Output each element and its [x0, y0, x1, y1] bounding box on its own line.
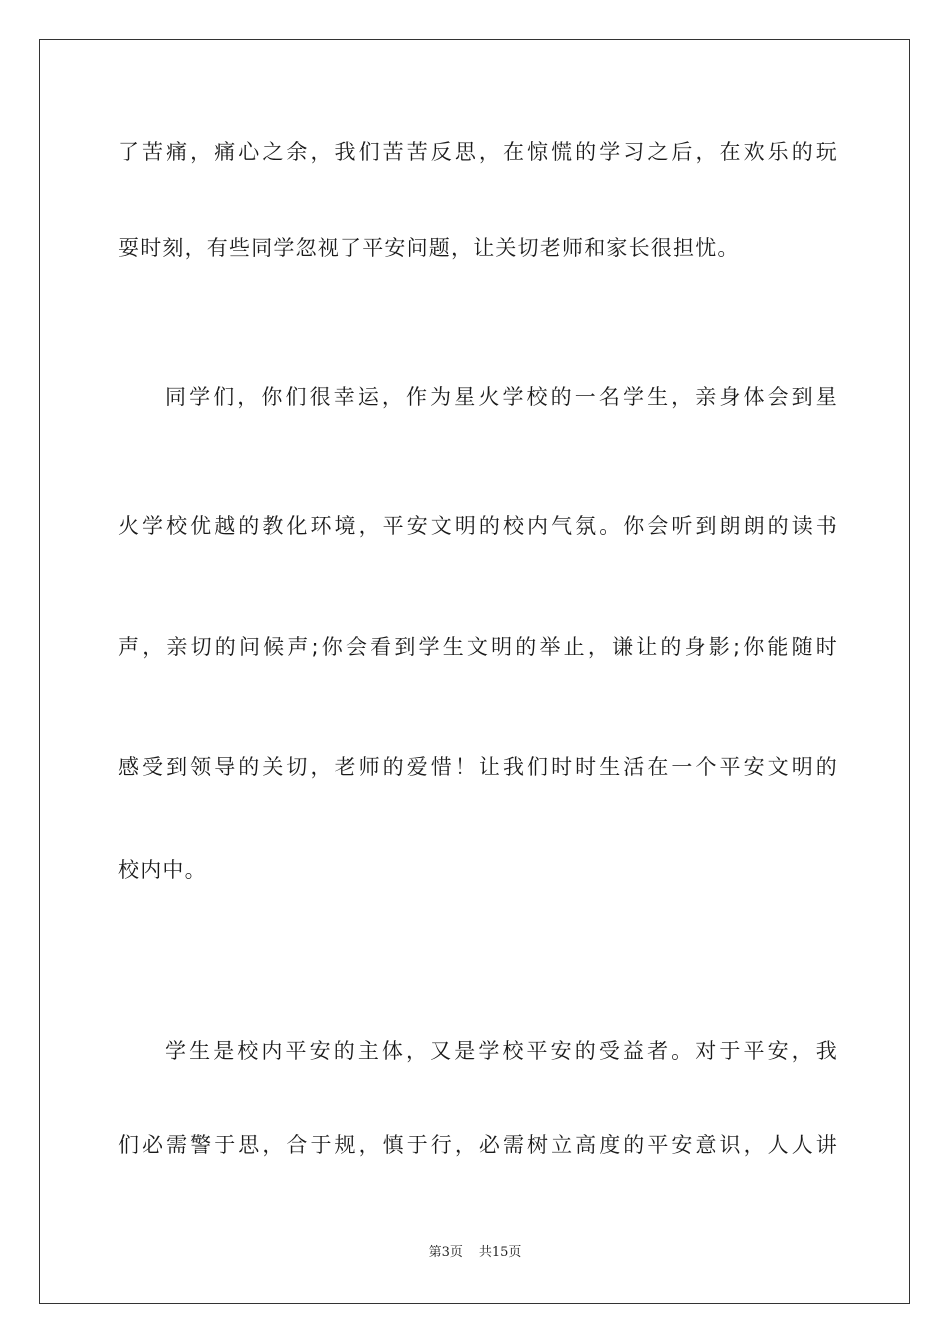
- text-line: 感受到领导的关切，老师的爱惜！让我们时时生活在一个平安文明的: [118, 755, 838, 779]
- text-line: 声，亲切的问候声;你会看到学生文明的举止，谦让的身影;你能随时: [118, 635, 838, 659]
- paragraph-start-line: 学生是校内平安的主体，又是学校平安的受益者。对于平安，我: [165, 1039, 838, 1063]
- paragraph-start-line: 同学们，你们很幸运，作为星火学校的一名学生，亲身体会到星: [165, 385, 838, 409]
- text-line: 火学校优越的教化环境，平安文明的校内气氛。你会听到朗朗的读书: [118, 514, 838, 538]
- text-line: 耍时刻，有些同学忽视了平安问题，让关切老师和家长很担忧。: [118, 236, 740, 260]
- page-border: [39, 39, 910, 1304]
- page-number: 第3页: [428, 1245, 463, 1260]
- text-line: 们必需警于思，合于规，慎于行，必需树立高度的平安意识，人人讲: [118, 1133, 838, 1157]
- page-footer: [0, 1245, 950, 1261]
- text-line: 校内中。: [118, 858, 207, 882]
- page-total: 共15页: [478, 1245, 522, 1260]
- text-line: 了苦痛，痛心之余，我们苦苦反思，在惊慌的学习之后，在欢乐的玩: [118, 140, 838, 164]
